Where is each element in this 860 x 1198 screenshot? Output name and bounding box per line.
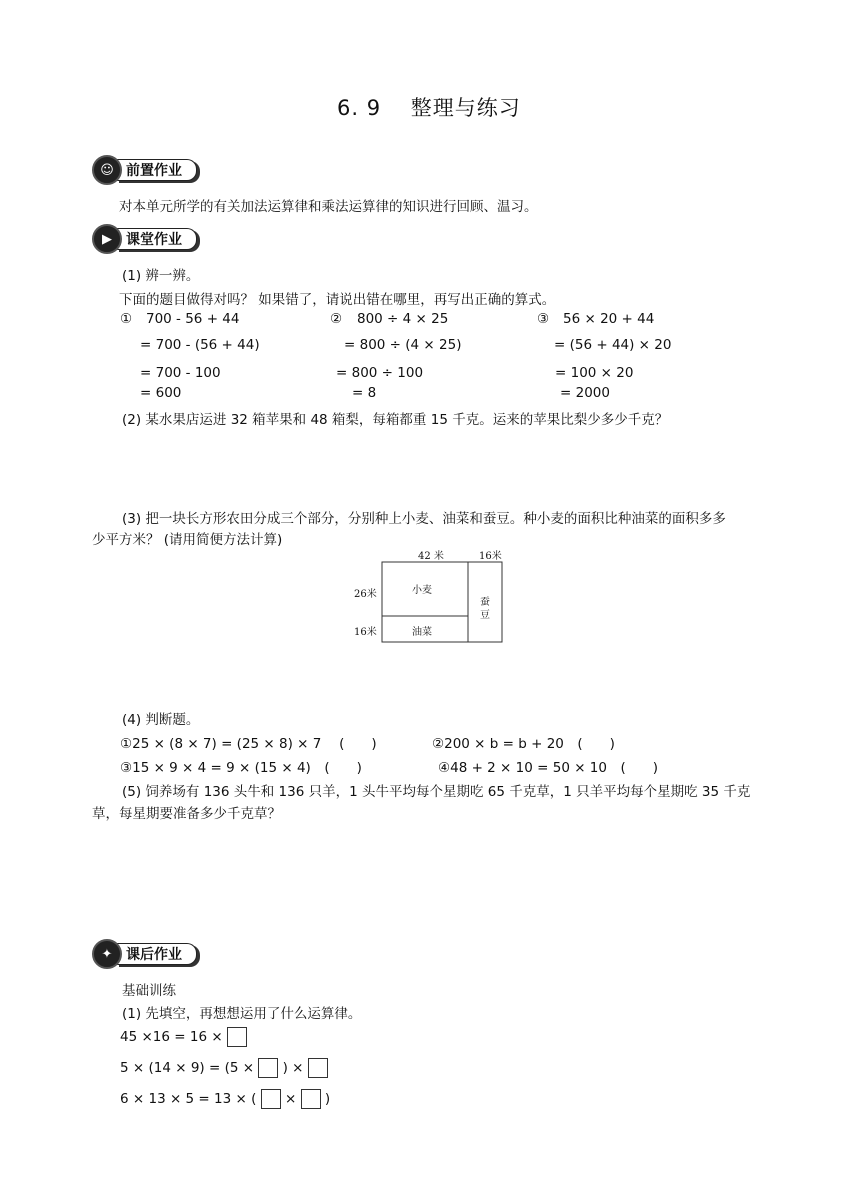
q1b-num: ② [330, 311, 343, 327]
answer-box[interactable] [261, 1089, 281, 1109]
section-badge-after [92, 940, 197, 968]
page-title: 6. 9 整理与练习 [337, 96, 521, 120]
q4-item2: ②200 × b = b + 20 ( ) [432, 736, 615, 752]
label-top-16m: 16米 [479, 551, 502, 562]
hw-q1: (1) 先填空，再想想运用了什么运算律。 [122, 1006, 362, 1022]
q1a-expr: 700 - 56 + 44 [146, 311, 240, 327]
section-label-pre: 前置作业 [116, 159, 197, 181]
q2-text: (2) 某水果店运进 32 箱苹果和 48 箱梨，每箱都重 15 千克。运来的苹果比梨少多少千克？ [122, 412, 669, 428]
answer-box[interactable] [227, 1027, 247, 1047]
hw-eq3-text-c: ) [324, 1091, 331, 1107]
field-diagram [348, 545, 518, 645]
hw-eq1-text: 45 ×16 = 16 × [120, 1029, 223, 1045]
hw-eq2-text-b: ) × [282, 1060, 304, 1076]
q3-line2: 少平方米？ (请用简便方法计算) [92, 532, 283, 548]
label-bean-1: 蚕 [480, 597, 490, 608]
q5-line2: 草，每星期要准备多少千克草？ [92, 806, 281, 822]
q1-instruction: 下面的题目做得对吗？ 如果错了，请说出错在哪里，再写出正确的算式。 [119, 292, 556, 308]
q1b-step3: = 8 [352, 385, 377, 401]
q4-item4: ④48 + 2 × 10 = 50 × 10 ( ) [438, 760, 659, 776]
q1c-expr: 56 × 20 + 44 [563, 311, 655, 327]
section-label-after: 课后作业 [116, 943, 197, 965]
q3-line1: (3) 把一块长方形农田分成三个部分，分别种上小麦、油菜和蚕豆。种小麦的面积比种油菜的面积多多 [122, 511, 726, 527]
hw-eq3-text-a: 6 × 13 × 5 = 13 × ( [120, 1091, 257, 1107]
q1a-num: ① [120, 311, 133, 327]
q4-heading: (4) 判断题。 [122, 712, 200, 728]
hw-eq2-text-a: 5 × (14 × 9) = (5 × [120, 1060, 255, 1076]
q1c-num: ③ [537, 311, 550, 327]
hw-eq3 [120, 1089, 330, 1109]
runner-icon: ✦ [92, 939, 122, 969]
answer-box[interactable] [301, 1089, 321, 1109]
answer-box[interactable] [308, 1058, 328, 1078]
label-left-16m: 16米 [354, 627, 377, 638]
smile-icon: ☺ [92, 155, 122, 185]
pre-text: 对本单元所学的有关加法运算律和乘法运算律的知识进行回顾、温习。 [119, 199, 538, 215]
hw-eq1 [120, 1027, 247, 1047]
q1c-step2: = 100 × 20 [555, 365, 634, 381]
q1c-step1: = (56 + 44) × 20 [554, 337, 672, 353]
q5-line1: (5) 饲养场有 136 头牛和 136 只羊，1 头牛平均每个星期吃 65 千克草，1 只羊平均每个星期吃 35 千克 [122, 784, 751, 800]
label-wheat: 小麦 [412, 585, 432, 596]
q1b-expr: 800 ÷ 4 × 25 [357, 311, 449, 327]
hw-eq2 [120, 1058, 328, 1078]
hw-basic: 基础训练 [122, 983, 176, 999]
q1-heading: (1) 辨一辨。 [122, 268, 200, 284]
label-bean-2: 豆 [480, 610, 490, 621]
hw-eq3-text-b: × [284, 1091, 297, 1107]
label-left-26m: 26米 [354, 589, 377, 600]
q4-item1: ①25 × (8 × 7) = (25 × 8) × 7 ( ) [120, 736, 377, 752]
q1b-step1: = 800 ÷ (4 × 25) [344, 337, 462, 353]
q1c-step3: = 2000 [560, 385, 610, 401]
q1a-step3: = 600 [140, 385, 182, 401]
section-label-class: 课堂作业 [116, 228, 197, 250]
label-top-42m: 42 米 [418, 551, 444, 562]
q1a-step1: = 700 - (56 + 44) [140, 337, 260, 353]
q4-item3: ③15 × 9 × 4 = 9 × (15 × 4) ( ) [120, 760, 362, 776]
label-rape: 油菜 [412, 627, 432, 638]
play-icon: ▶ [92, 224, 122, 254]
section-badge-pre [92, 156, 197, 184]
section-badge-class [92, 225, 197, 253]
q1a-step2: = 700 - 100 [140, 365, 221, 381]
q1b-step2: = 800 ÷ 100 [336, 365, 424, 381]
answer-box[interactable] [258, 1058, 278, 1078]
